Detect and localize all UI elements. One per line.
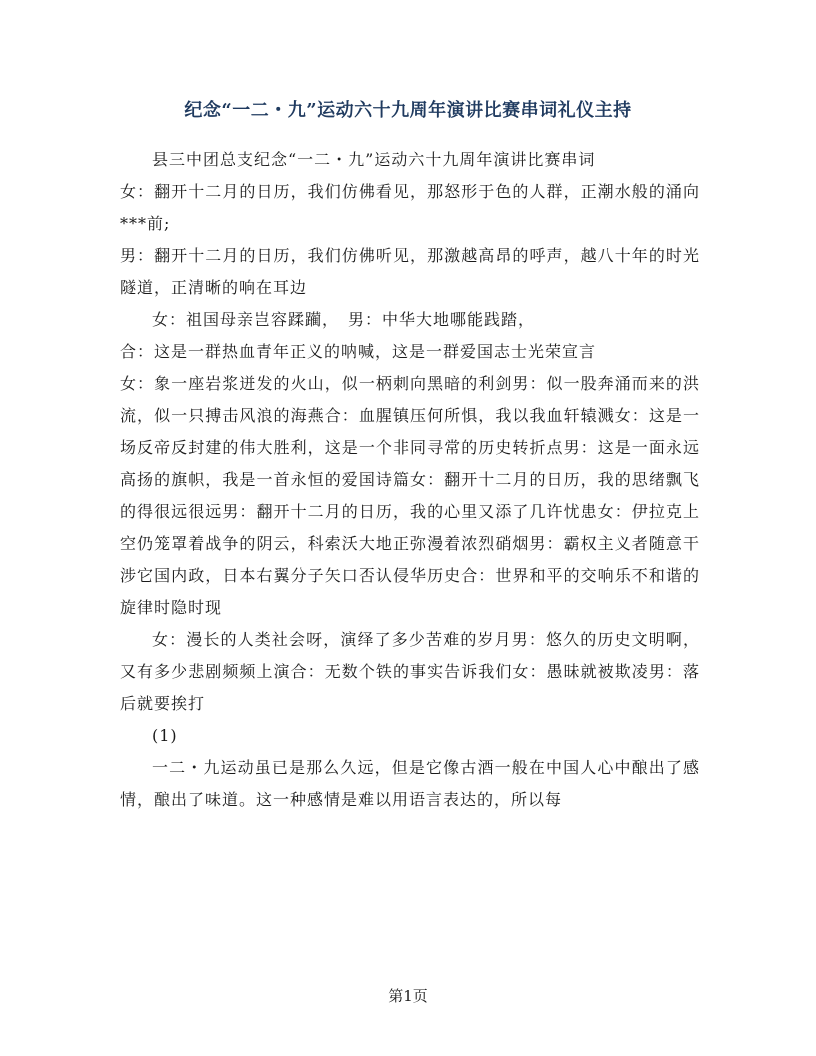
paragraph: 女：象一座岩浆迸发的火山，似一柄刺向黑暗的利剑男：似一股奔涌而来的洪流，似一只搏击风浪的海燕合：血腥镇压何所惧，我以我血轩辕溅女：这是一场反帝反封建的伟大胜利，这是一个非同寻常的历史转折点男：这是一面永远高扬的旗帜，我是一首永恒的爱国诗篇女：翻开十二月的日历，我的思绪飘飞的得很远很远男：翻开十二月的日历，我的心里又添了几许忧患女：伊拉克上空仍笼罩着战争的阴云，科索沃大地正弥漫着浓烈硝烟男：霸权主义者随意干涉它国内政，日本右翼分子矢口否认侵华历史合：世界和平的交响乐不和谐的旋律时隐时现 xyxy=(120,374,700,617)
paragraph: 女：漫长的人类社会呀，演绎了多少苦难的岁月男：悠久的历史文明啊，又有多少悲剧频频上演合：无数个铁的事实告诉我们女：愚昧就被欺凌男：落后就要挨打 xyxy=(120,630,700,713)
paragraph: 一二・九运动虽已是那么久远，但是它像古酒一般在中国人心中酿出了感情，酿出了味道。这一种感情是难以用语言表达的，所以每 xyxy=(120,758,700,809)
paragraph: 男：翻开十二月的日历，我们仿佛听见，那激越高昂的呼声，越八十年的时光隧道，正清晰的响在耳边 xyxy=(120,246,700,297)
paragraph-subtitle: 县三中团总支纪念“一二・九”运动六十九周年演讲比赛串词 xyxy=(152,150,596,169)
document-title: 纪念“一二・九”运动六十九周年演讲比赛串词礼仪主持 xyxy=(184,100,632,121)
paragraph-marker: (1) xyxy=(152,726,178,745)
page-number: 第1页 xyxy=(388,987,428,1005)
paragraph: 女：翻开十二月的日历，我们仿佛看见，那怒形于色的人群，正潮水般的涌向***前; xyxy=(120,182,700,233)
paragraph: 女：祖国母亲岂容蹂躏， 男：中华大地哪能践踏， xyxy=(152,310,536,329)
document-body xyxy=(120,144,700,816)
paragraph: 合：这是一群热血青年正义的呐喊，这是一群爱国志士光荣宣言 xyxy=(120,342,597,361)
